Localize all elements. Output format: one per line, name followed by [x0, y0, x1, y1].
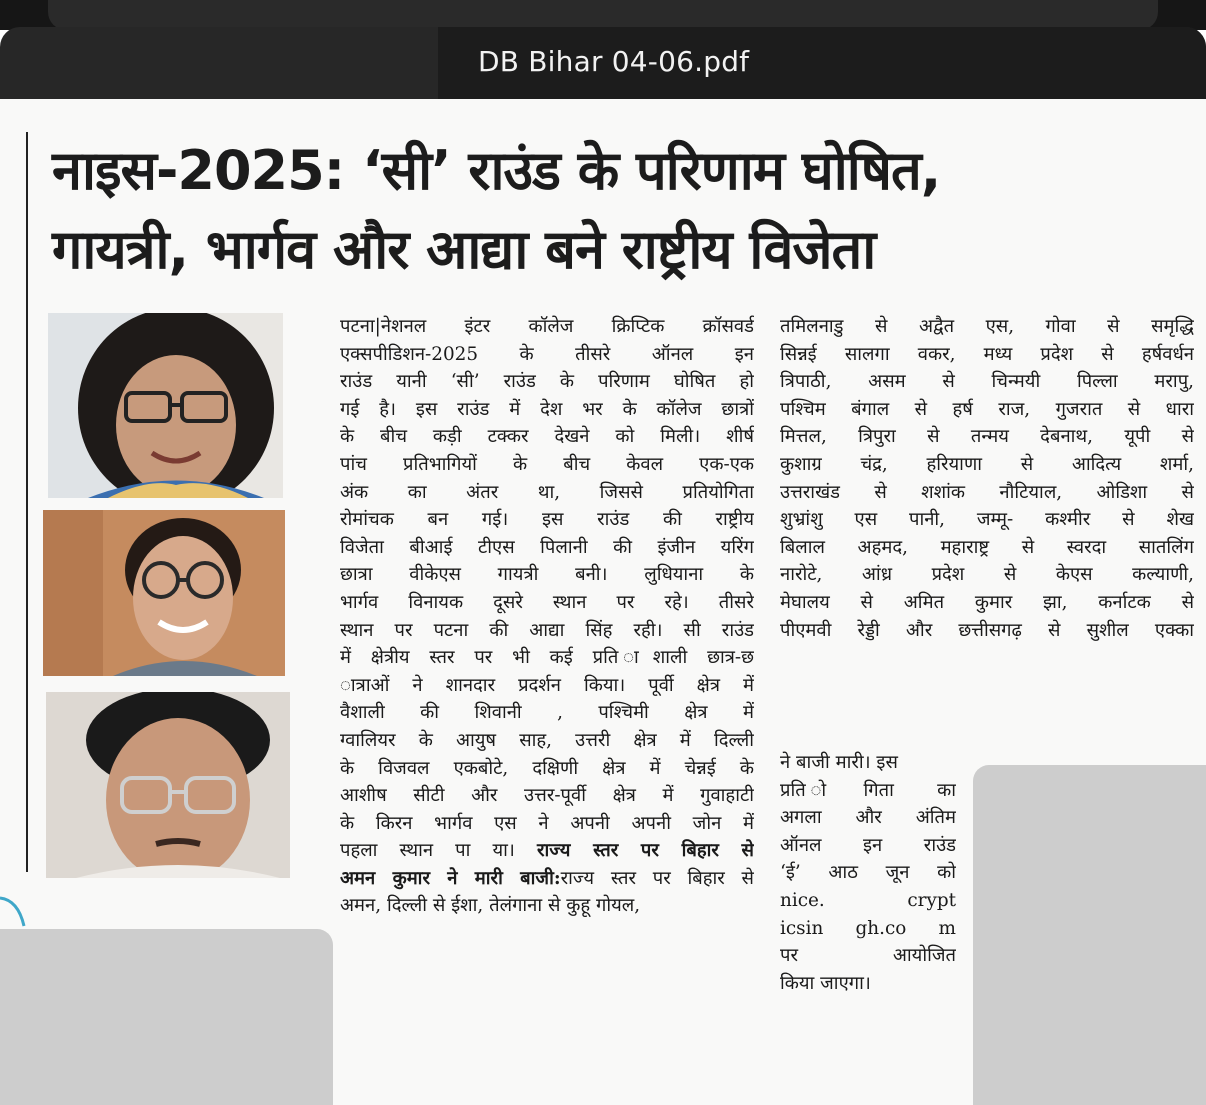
article-line: अंक का अंतर था, जिससे प्रतियोगिता — [340, 481, 754, 503]
subheading-text: राज्य स्तर पर बिहार से — [536, 840, 754, 862]
article-line: प्रति ोगिता का — [780, 779, 956, 801]
article-line: ने बाजी मारी। इस — [780, 752, 898, 773]
article-line: वैशाली की शिवानी , पश्चिमी क्षेत्र में — [340, 702, 754, 724]
article-text: राज्य स्तर पर बिहार से — [560, 867, 754, 889]
article-line: के किरन भार्गव एस ने अपनी अपनी जोन में — [340, 812, 754, 834]
article-line: ग्वालियर के आयुष साह, उत्तरी क्षेत्र में दिल्ली — [340, 729, 754, 751]
article-line: में क्षेत्रीय स्तर पर भी कई प्रति ाशाली छात्र-छ — [340, 647, 754, 669]
window-top-pill — [48, 0, 1158, 30]
subheading-text: अमन कुमार ने मारी बाजी: — [340, 867, 561, 889]
article-line: राउंड यानी ‘सी’ राउंड के परिणाम घोषित हो — [340, 371, 754, 393]
column-rule — [26, 132, 28, 872]
article-line: मेघालय से अमित कुमार झा, कर्नाटक से — [780, 591, 1194, 613]
article-line: के विजवल एकबोटे, दक्षिणी क्षेत्र में चेन्नई के — [340, 757, 754, 779]
article-line: के बीच कड़ी टक्कर देखने को मिली। शीर्ष — [340, 426, 754, 448]
pdf-viewer-titlebar — [0, 27, 1206, 99]
article-line: मित्तल, त्रिपुरा से तन्मय देबनाथ, यूपी से — [780, 426, 1194, 448]
article-line: नारोटे, आंध्र प्रदेश से केएस कल्याणी, — [780, 564, 1194, 586]
article-line: पर आयोजित — [780, 945, 956, 967]
article-line: ऑनल इन राउंड — [780, 834, 956, 856]
article-line: अमन, दिल्ली से ईशा, तेलंगाना से कुहू गोयल, — [340, 895, 641, 917]
article-line: शुभ्रांशु एस पानी, जम्मू- कश्मीर से शेख — [780, 509, 1194, 531]
article-line: कुशाग्र चंद्र, हरियाणा से आदित्य शर्मा, — [780, 453, 1194, 475]
article-line: icsin gh.co m — [780, 917, 956, 939]
article-line-mixed — [340, 837, 754, 865]
decorative-curve — [0, 890, 60, 930]
article-column-3 — [780, 749, 956, 997]
article-line: गई है। इस राउंड में देश भर के कॉलेज छात्रों — [340, 398, 754, 420]
article-line: सिन्नई सालगा वकर, मध्य प्रदेश से हर्षवर्धन — [780, 343, 1194, 365]
article-line: पीएमवी रेड्डी और छत्तीसगढ़ से सुशील एक्का — [780, 619, 1194, 641]
article-line: तमिलनाडु से अद्वैत एस, गोवा से समृद्धि — [780, 316, 1194, 337]
article-line: स्थान पर पटना की आद्या सिंह रही। सी राउंड — [340, 619, 754, 641]
article-column-1 — [340, 313, 754, 920]
article-line: ात्राओं ने शानदार प्रदर्शन किया। पूर्वी क्षेत्र में — [340, 674, 754, 696]
article-line: आशीष सीटी और उत्तर-पूर्वी क्षेत्र में गुवाहाटी — [340, 785, 754, 807]
article-line: एक्सपीडिशन-2025 के तीसरे ऑनल इन — [340, 343, 754, 365]
article-line: अगला और अंतिम — [780, 807, 956, 829]
article-line: रोमांचक बन गई। इस राउंड की राष्ट्रीय — [340, 509, 754, 531]
article-line: ‘ई’ आठ जून को — [780, 862, 956, 884]
article-line: बिलाल अहमद, महाराष्ट्र से स्वरदा सातलिंग — [780, 536, 1194, 558]
article-line: पांच प्रतिभागियों के बीच केवल एक-एक — [340, 453, 754, 475]
winner-gayatri-photo — [48, 313, 283, 498]
document-title: DB Bihar 04-06.pdf — [478, 45, 750, 78]
article-line: त्रिपाठी, असम से चिन्मयी पिल्ला मरापु, — [780, 371, 1194, 393]
headline-line-2: गायत्री, भार्गव और आद्या बने राष्ट्रीय विजेता — [52, 218, 876, 281]
article-line-mixed — [340, 865, 754, 893]
article-line: किया जाएगा। — [780, 972, 871, 994]
article-column-2 — [780, 313, 1194, 644]
article-line: पटना|नेशनल इंटर कॉलेज क्रिप्टिक क्रॉसवर्ड — [340, 316, 754, 337]
redaction-overlay-right — [973, 765, 1206, 1105]
article-line: विजेता बीआई टीएस पिलानी की इंजीन यरिंग — [340, 536, 754, 558]
article-line: पश्चिम बंगाल से हर्ष राज, गुजरात से धारा — [780, 398, 1194, 420]
article-line: उत्तराखंड से शशांक नौटियाल, ओडिशा से — [780, 481, 1194, 503]
winner-aadya-photo — [46, 692, 290, 878]
article-line: छात्रा वीकेएस गायत्री बनी। लुधियाना के — [340, 564, 754, 586]
winner-bhargav-photo — [43, 510, 285, 676]
article-line: nice. crypt — [780, 889, 956, 911]
headline-line-1: नाइस-2025: ‘सी’ राउंड के परिणाम घोषित, — [52, 139, 941, 202]
article-line: भार्गव विनायक दूसरे स्थान पर रहे। तीसरे — [340, 591, 754, 613]
article-text: पहला स्थान पा या। — [340, 840, 515, 862]
redaction-overlay-left — [0, 929, 333, 1105]
